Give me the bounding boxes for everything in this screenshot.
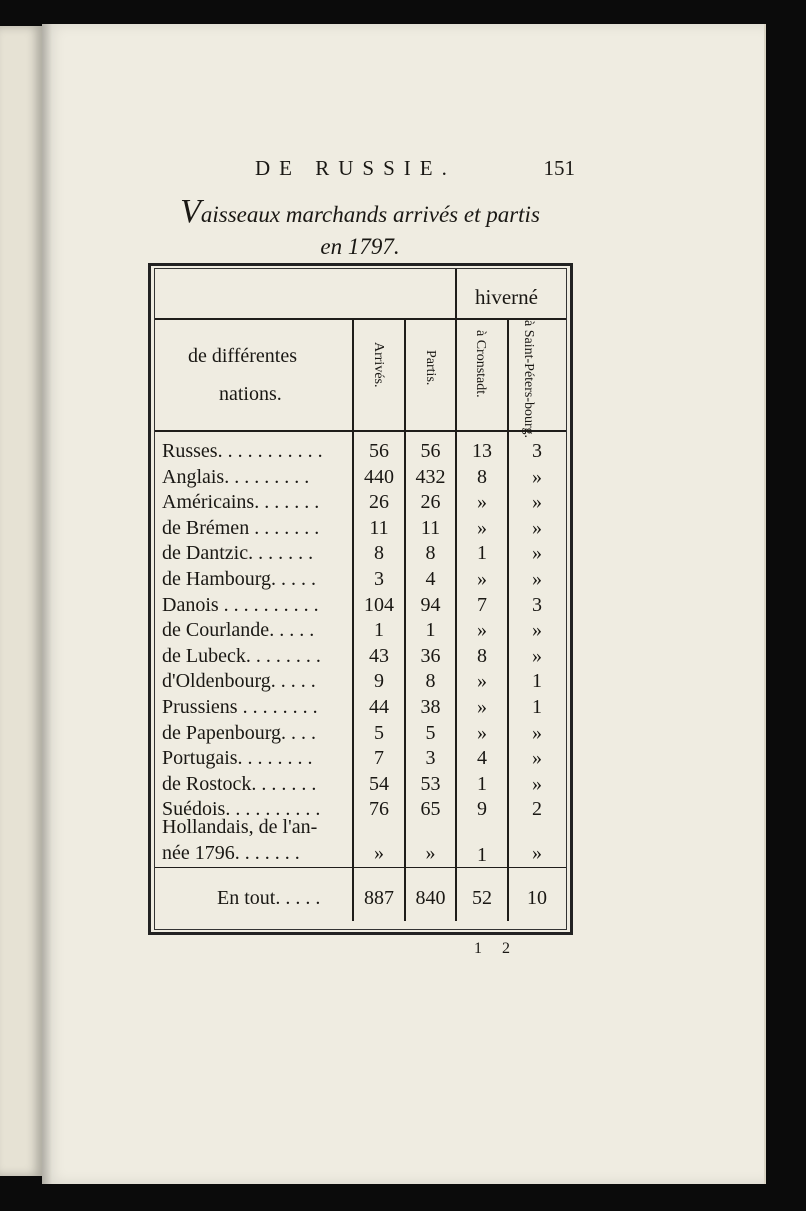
cell-partis: 26 <box>420 491 441 513</box>
cell-petersbourg: 2 <box>532 798 542 820</box>
cell-arrives: 8 <box>374 542 384 564</box>
row-label: de Papenbourg. . . . <box>162 722 317 744</box>
cell-arrives: 9 <box>374 670 384 692</box>
row-label: de Rostock. . . . . . . <box>162 773 317 795</box>
cell-cronstadt: » <box>477 568 487 590</box>
cell-petersbourg: » <box>532 747 542 769</box>
cell-arrives: 7 <box>374 747 384 769</box>
cell-partis: 56 <box>420 440 441 462</box>
row-label: Russes. . . . . . . . . . . <box>162 440 323 462</box>
cell-hollandais-cronstadt: 1 <box>477 844 487 866</box>
cell-cronstadt: 9 <box>477 798 487 820</box>
total-label: En tout. . . . . <box>217 887 321 909</box>
header-rule-bottom <box>155 430 566 432</box>
cell-partis: 1 <box>425 619 436 641</box>
row-label-hollandais-line-1: Hollandais, de l'an- <box>162 816 318 838</box>
total-arrives: 887 <box>364 887 394 909</box>
row-label: Anglais. . . . . . . . . <box>162 466 310 488</box>
signature-mark: 1 2 <box>474 940 518 957</box>
cell-petersbourg: » <box>532 568 542 590</box>
cell-petersbourg: » <box>532 619 542 641</box>
caption-line-1 <box>150 193 570 231</box>
cell-cronstadt: » <box>477 696 487 718</box>
total-petersbourg: 10 <box>527 887 547 909</box>
cell-hollandais-partis: » <box>425 842 436 864</box>
cell-partis: 38 <box>420 696 441 718</box>
running-title: DE RUSSIE. <box>255 156 456 180</box>
row-label: Prussiens . . . . . . . . <box>162 696 318 718</box>
cell-partis: 432 <box>415 466 446 488</box>
row-label: Portugais. . . . . . . . <box>162 747 313 769</box>
row-label: Danois . . . . . . . . . . <box>162 594 319 616</box>
row-label: de Lubeck. . . . . . . . <box>162 645 321 667</box>
row-label: de Dantzic. . . . . . . <box>162 542 314 564</box>
cell-cronstadt: 1 <box>477 773 487 795</box>
header-petersbourg <box>520 320 536 438</box>
header-arrives: Arrivés. <box>371 342 386 388</box>
cell-hollandais-arrives: » <box>374 842 384 864</box>
cell-arrives: 5 <box>374 722 384 744</box>
table-caption <box>150 193 570 263</box>
cell-partis: 11 <box>420 517 441 539</box>
header-cronstadt: à Cronstadt. <box>473 330 488 398</box>
cell-cronstadt: » <box>477 491 487 513</box>
cell-arrives: 3 <box>374 568 384 590</box>
cell-cronstadt: 8 <box>477 466 487 488</box>
cell-partis: 94 <box>420 594 441 616</box>
cell-petersbourg: » <box>532 645 542 667</box>
total-rule <box>155 867 566 868</box>
cell-cronstadt: 8 <box>477 645 487 667</box>
row-label: de Hambourg. . . . . <box>162 568 317 590</box>
caption-line-2: en 1797. <box>320 234 400 259</box>
cell-petersbourg: 3 <box>532 594 542 616</box>
caption-line-1-text: aisseaux marchands arrivés et partis <box>200 202 540 227</box>
cell-arrives: 76 <box>369 798 389 820</box>
cell-petersbourg: » <box>532 542 542 564</box>
cell-arrives: 54 <box>369 773 389 795</box>
cell-cronstadt: 7 <box>477 594 487 616</box>
cell-hollandais-petersbourg: » <box>532 842 542 864</box>
cell-cronstadt: » <box>477 722 487 744</box>
cell-arrives: 26 <box>369 491 389 513</box>
cell-petersbourg: » <box>532 517 542 539</box>
cell-arrives: 44 <box>369 696 389 718</box>
cell-partis: 4 <box>425 568 436 590</box>
row-label: d'Oldenbourg. . . . . <box>162 670 316 692</box>
cell-cronstadt: » <box>477 670 487 692</box>
row-label-hollandais-line-2: née 1796. . . . . . . <box>162 842 300 864</box>
cell-partis: 53 <box>420 773 441 795</box>
header-label-line-2: nations. <box>219 383 282 405</box>
total-cronstadt: 52 <box>472 887 492 909</box>
cell-arrives: 11 <box>369 517 389 539</box>
cell-cronstadt: 1 <box>477 542 487 564</box>
cell-partis: 8 <box>425 670 436 692</box>
facing-page-edge <box>0 26 42 1176</box>
row-label: Américains. . . . . . . <box>162 491 320 513</box>
cell-partis: 8 <box>425 542 436 564</box>
cell-partis: 5 <box>425 722 436 744</box>
cell-petersbourg: » <box>532 722 542 744</box>
header-petersbourg-line-2: bourg. <box>521 402 536 438</box>
cell-cronstadt: » <box>477 517 487 539</box>
row-label: Suédois. . . . . . . . . . <box>162 798 321 820</box>
cell-petersbourg: 1 <box>532 670 542 692</box>
cell-cronstadt: 13 <box>472 440 492 462</box>
cell-partis: 65 <box>420 798 441 820</box>
cell-arrives: 440 <box>364 466 394 488</box>
cell-cronstadt: 4 <box>477 747 487 769</box>
cell-petersbourg: » <box>532 491 542 513</box>
header-petersbourg-line-1: à Saint-Péters- <box>521 320 536 403</box>
header-hiverne: hiverné <box>475 285 538 309</box>
cell-arrives: 43 <box>369 645 389 667</box>
cell-arrives: 104 <box>364 594 394 616</box>
cell-petersbourg: 3 <box>532 440 542 462</box>
cell-arrives: 56 <box>369 440 389 462</box>
header-partis: Partis. <box>423 350 438 386</box>
row-label: de Brémen . . . . . . . <box>162 517 320 539</box>
cell-partis: 36 <box>420 645 441 667</box>
page-number: 151 <box>543 156 575 180</box>
total-partis: 840 <box>415 887 446 909</box>
header-label-line-1: de différentes <box>188 345 298 367</box>
caption-initial: V <box>180 193 201 230</box>
cell-cronstadt: » <box>477 619 487 641</box>
cell-petersbourg: » <box>532 773 542 795</box>
book-gutter-shadow <box>42 24 52 1184</box>
header-rule-top <box>155 318 566 320</box>
cell-petersbourg: 1 <box>532 696 542 718</box>
cell-partis: 3 <box>425 747 436 769</box>
cell-arrives: 1 <box>374 619 384 641</box>
cell-petersbourg: » <box>532 466 542 488</box>
row-label: de Courlande. . . . . <box>162 619 315 641</box>
